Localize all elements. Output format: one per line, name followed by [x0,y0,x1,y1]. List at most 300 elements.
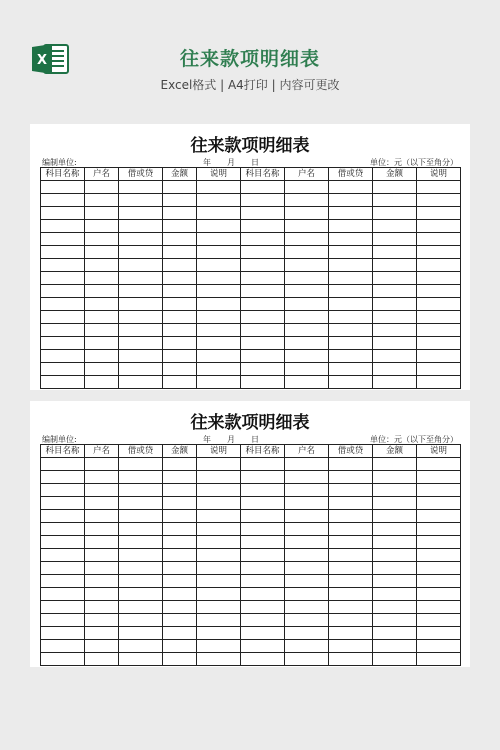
table-cell[interactable] [285,471,329,484]
table-cell[interactable] [197,523,241,536]
table-cell[interactable] [197,471,241,484]
table-cell[interactable] [241,588,285,601]
table-cell[interactable] [163,207,197,220]
table-cell[interactable] [85,259,119,272]
table-cell[interactable] [197,259,241,272]
table-cell[interactable] [163,471,197,484]
table-cell[interactable] [85,510,119,523]
table-cell[interactable] [285,614,329,627]
table-cell[interactable] [373,311,417,324]
table-cell[interactable] [85,285,119,298]
table-cell[interactable] [197,220,241,233]
table-cell[interactable] [285,376,329,389]
table-cell[interactable] [241,233,285,246]
table-cell[interactable] [329,246,373,259]
table-cell[interactable] [417,471,461,484]
table-cell[interactable] [119,337,163,350]
table-cell[interactable] [197,484,241,497]
table-cell[interactable] [417,363,461,376]
table-cell[interactable] [373,324,417,337]
table-cell[interactable] [285,272,329,285]
table-cell[interactable] [163,549,197,562]
table-cell[interactable] [119,549,163,562]
table-cell[interactable] [85,194,119,207]
table-cell[interactable] [373,233,417,246]
table-cell[interactable] [373,181,417,194]
table-cell[interactable] [41,181,85,194]
table-cell[interactable] [329,311,373,324]
table-cell[interactable] [241,259,285,272]
table-cell[interactable] [285,549,329,562]
table-cell[interactable] [329,324,373,337]
table-cell[interactable] [197,350,241,363]
table-cell[interactable] [85,588,119,601]
table-cell[interactable] [163,523,197,536]
table-cell[interactable] [373,337,417,350]
table-cell[interactable] [241,471,285,484]
table-cell[interactable] [241,601,285,614]
table-cell[interactable] [41,285,85,298]
table-cell[interactable] [85,458,119,471]
table-cell[interactable] [163,614,197,627]
table-cell[interactable] [417,311,461,324]
table-cell[interactable] [417,298,461,311]
table-cell[interactable] [241,220,285,233]
table-cell[interactable] [197,181,241,194]
table-cell[interactable] [417,536,461,549]
table-cell[interactable] [417,640,461,653]
table-cell[interactable] [163,194,197,207]
table-cell[interactable] [241,324,285,337]
table-cell[interactable] [119,220,163,233]
table-cell[interactable] [373,259,417,272]
table-cell[interactable] [373,484,417,497]
table-cell[interactable] [85,337,119,350]
table-cell[interactable] [285,363,329,376]
table-cell[interactable] [285,562,329,575]
table-cell[interactable] [417,562,461,575]
table-cell[interactable] [85,549,119,562]
table-cell[interactable] [197,363,241,376]
table-cell[interactable] [417,259,461,272]
table-cell[interactable] [417,510,461,523]
table-cell[interactable] [373,207,417,220]
table-cell[interactable] [329,562,373,575]
table-cell[interactable] [85,324,119,337]
table-cell[interactable] [373,350,417,363]
table-cell[interactable] [163,311,197,324]
table-cell[interactable] [163,575,197,588]
table-cell[interactable] [85,575,119,588]
table-cell[interactable] [163,350,197,363]
table-cell[interactable] [41,233,85,246]
table-cell[interactable] [285,497,329,510]
table-cell[interactable] [241,285,285,298]
table-cell[interactable] [329,601,373,614]
table-cell[interactable] [119,575,163,588]
table-cell[interactable] [197,272,241,285]
table-cell[interactable] [163,233,197,246]
table-cell[interactable] [241,653,285,666]
table-cell[interactable] [85,627,119,640]
table-cell[interactable] [41,510,85,523]
table-cell[interactable] [417,181,461,194]
table-cell[interactable] [163,220,197,233]
table-cell[interactable] [119,194,163,207]
table-cell[interactable] [417,614,461,627]
table-cell[interactable] [41,298,85,311]
table-cell[interactable] [417,588,461,601]
table-cell[interactable] [197,653,241,666]
table-cell[interactable] [119,614,163,627]
table-cell[interactable] [119,207,163,220]
table-cell[interactable] [85,376,119,389]
table-cell[interactable] [85,350,119,363]
table-cell[interactable] [163,627,197,640]
table-cell[interactable] [241,575,285,588]
table-cell[interactable] [285,458,329,471]
table-cell[interactable] [417,194,461,207]
table-cell[interactable] [197,311,241,324]
table-cell[interactable] [329,588,373,601]
table-cell[interactable] [373,562,417,575]
table-cell[interactable] [373,376,417,389]
table-cell[interactable] [373,497,417,510]
table-cell[interactable] [285,588,329,601]
table-cell[interactable] [285,510,329,523]
table-cell[interactable] [329,207,373,220]
table-cell[interactable] [119,536,163,549]
table-cell[interactable] [417,207,461,220]
table-cell[interactable] [285,285,329,298]
table-cell[interactable] [285,575,329,588]
table-cell[interactable] [41,653,85,666]
table-cell[interactable] [197,575,241,588]
table-cell[interactable] [119,653,163,666]
table-cell[interactable] [329,614,373,627]
table-cell[interactable] [163,536,197,549]
table-cell[interactable] [241,523,285,536]
table-cell[interactable] [241,350,285,363]
table-cell[interactable] [417,549,461,562]
table-cell[interactable] [285,523,329,536]
table-cell[interactable] [163,497,197,510]
table-cell[interactable] [329,350,373,363]
table-cell[interactable] [373,471,417,484]
table-cell[interactable] [373,272,417,285]
table-cell[interactable] [241,272,285,285]
table-cell[interactable] [163,562,197,575]
table-cell[interactable] [329,233,373,246]
table-cell[interactable] [197,337,241,350]
table-cell[interactable] [41,376,85,389]
table-cell[interactable] [119,640,163,653]
table-cell[interactable] [417,575,461,588]
table-cell[interactable] [417,523,461,536]
table-cell[interactable] [285,181,329,194]
table-cell[interactable] [329,298,373,311]
table-cell[interactable] [85,601,119,614]
table-cell[interactable] [85,233,119,246]
table-cell[interactable] [119,181,163,194]
table-cell[interactable] [285,627,329,640]
table-cell[interactable] [417,324,461,337]
table-cell[interactable] [241,246,285,259]
table-cell[interactable] [417,497,461,510]
table-cell[interactable] [373,653,417,666]
table-cell[interactable] [119,510,163,523]
table-cell[interactable] [41,523,85,536]
table-cell[interactable] [373,536,417,549]
table-cell[interactable] [197,640,241,653]
table-cell[interactable] [119,233,163,246]
table-cell[interactable] [241,484,285,497]
table-cell[interactable] [119,497,163,510]
table-cell[interactable] [417,653,461,666]
table-cell[interactable] [285,601,329,614]
table-cell[interactable] [197,233,241,246]
table-cell[interactable] [329,627,373,640]
table-cell[interactable] [197,601,241,614]
table-cell[interactable] [163,653,197,666]
table-cell[interactable] [41,640,85,653]
table-cell[interactable] [41,549,85,562]
table-cell[interactable] [329,471,373,484]
table-cell[interactable] [41,562,85,575]
table-cell[interactable] [373,588,417,601]
table-cell[interactable] [241,562,285,575]
table-cell[interactable] [241,536,285,549]
table-cell[interactable] [41,484,85,497]
table-cell[interactable] [241,497,285,510]
table-cell[interactable] [329,285,373,298]
table-cell[interactable] [119,285,163,298]
table-cell[interactable] [41,575,85,588]
table-cell[interactable] [373,510,417,523]
table-cell[interactable] [417,220,461,233]
table-cell[interactable] [417,337,461,350]
table-cell[interactable] [417,233,461,246]
table-cell[interactable] [285,640,329,653]
table-cell[interactable] [197,627,241,640]
table-cell[interactable] [417,350,461,363]
table-cell[interactable] [285,653,329,666]
table-cell[interactable] [373,627,417,640]
table-cell[interactable] [197,458,241,471]
table-cell[interactable] [41,194,85,207]
table-cell[interactable] [329,536,373,549]
table-cell[interactable] [85,298,119,311]
table-cell[interactable] [329,549,373,562]
table-cell[interactable] [119,324,163,337]
table-cell[interactable] [329,653,373,666]
table-cell[interactable] [329,194,373,207]
table-cell[interactable] [285,337,329,350]
table-cell[interactable] [197,207,241,220]
table-cell[interactable] [241,549,285,562]
table-cell[interactable] [417,601,461,614]
table-cell[interactable] [41,246,85,259]
table-cell[interactable] [85,484,119,497]
table-cell[interactable] [373,549,417,562]
table-cell[interactable] [41,311,85,324]
table-cell[interactable] [85,220,119,233]
table-cell[interactable] [285,233,329,246]
table-cell[interactable] [119,484,163,497]
table-cell[interactable] [373,246,417,259]
table-cell[interactable] [163,337,197,350]
table-cell[interactable] [163,285,197,298]
table-cell[interactable] [285,220,329,233]
table-cell[interactable] [85,246,119,259]
table-cell[interactable] [85,181,119,194]
table-cell[interactable] [119,471,163,484]
table-cell[interactable] [163,601,197,614]
table-cell[interactable] [329,640,373,653]
table-cell[interactable] [85,497,119,510]
table-cell[interactable] [41,324,85,337]
table-cell[interactable] [241,376,285,389]
table-cell[interactable] [417,272,461,285]
table-cell[interactable] [41,471,85,484]
table-cell[interactable] [197,614,241,627]
table-cell[interactable] [197,536,241,549]
table-cell[interactable] [373,640,417,653]
table-cell[interactable] [329,376,373,389]
table-cell[interactable] [85,471,119,484]
table-cell[interactable] [241,298,285,311]
table-cell[interactable] [373,601,417,614]
table-cell[interactable] [41,337,85,350]
table-cell[interactable] [85,523,119,536]
table-cell[interactable] [197,285,241,298]
table-cell[interactable] [329,181,373,194]
table-cell[interactable] [41,272,85,285]
table-cell[interactable] [85,272,119,285]
table-cell[interactable] [373,220,417,233]
table-cell[interactable] [241,194,285,207]
table-cell[interactable] [119,311,163,324]
table-cell[interactable] [163,588,197,601]
table-cell[interactable] [197,194,241,207]
table-cell[interactable] [417,627,461,640]
table-cell[interactable] [417,458,461,471]
table-cell[interactable] [285,207,329,220]
table-cell[interactable] [241,337,285,350]
table-cell[interactable] [285,311,329,324]
table-cell[interactable] [41,363,85,376]
table-cell[interactable] [41,588,85,601]
table-cell[interactable] [417,484,461,497]
table-cell[interactable] [373,458,417,471]
table-cell[interactable] [163,376,197,389]
table-cell[interactable] [119,350,163,363]
table-cell[interactable] [241,627,285,640]
table-cell[interactable] [197,497,241,510]
table-cell[interactable] [163,298,197,311]
table-cell[interactable] [241,363,285,376]
table-cell[interactable] [163,246,197,259]
table-cell[interactable] [41,220,85,233]
table-cell[interactable] [285,350,329,363]
table-cell[interactable] [85,614,119,627]
table-cell[interactable] [329,272,373,285]
table-cell[interactable] [163,324,197,337]
table-cell[interactable] [329,363,373,376]
table-cell[interactable] [197,324,241,337]
table-cell[interactable] [41,259,85,272]
table-cell[interactable] [119,376,163,389]
table-cell[interactable] [119,272,163,285]
table-cell[interactable] [41,536,85,549]
table-cell[interactable] [41,627,85,640]
table-cell[interactable] [241,207,285,220]
table-cell[interactable] [241,614,285,627]
table-cell[interactable] [329,458,373,471]
table-cell[interactable] [163,181,197,194]
table-cell[interactable] [85,363,119,376]
table-cell[interactable] [373,523,417,536]
table-cell[interactable] [197,246,241,259]
table-cell[interactable] [85,207,119,220]
table-cell[interactable] [329,220,373,233]
table-cell[interactable] [85,562,119,575]
table-cell[interactable] [119,259,163,272]
table-cell[interactable] [163,363,197,376]
table-cell[interactable] [41,458,85,471]
table-cell[interactable] [119,627,163,640]
table-cell[interactable] [119,588,163,601]
table-cell[interactable] [85,653,119,666]
table-cell[interactable] [285,324,329,337]
table-cell[interactable] [417,246,461,259]
table-cell[interactable] [119,246,163,259]
table-cell[interactable] [119,458,163,471]
table-cell[interactable] [417,285,461,298]
table-cell[interactable] [163,458,197,471]
table-cell[interactable] [41,601,85,614]
table-cell[interactable] [119,363,163,376]
table-cell[interactable] [197,298,241,311]
table-cell[interactable] [163,640,197,653]
table-cell[interactable] [373,614,417,627]
table-cell[interactable] [329,337,373,350]
table-cell[interactable] [329,484,373,497]
table-cell[interactable] [285,484,329,497]
table-cell[interactable] [163,510,197,523]
table-cell[interactable] [197,510,241,523]
table-cell[interactable] [373,194,417,207]
table-cell[interactable] [241,311,285,324]
table-cell[interactable] [163,259,197,272]
table-cell[interactable] [373,285,417,298]
table-cell[interactable] [119,523,163,536]
table-cell[interactable] [373,363,417,376]
table-cell[interactable] [373,298,417,311]
table-cell[interactable] [41,497,85,510]
table-cell[interactable] [285,259,329,272]
table-cell[interactable] [197,376,241,389]
table-cell[interactable] [329,497,373,510]
table-cell[interactable] [285,536,329,549]
table-cell[interactable] [85,640,119,653]
table-cell[interactable] [119,601,163,614]
table-cell[interactable] [85,536,119,549]
table-cell[interactable] [41,350,85,363]
table-cell[interactable] [373,575,417,588]
table-cell[interactable] [285,298,329,311]
table-cell[interactable] [163,484,197,497]
